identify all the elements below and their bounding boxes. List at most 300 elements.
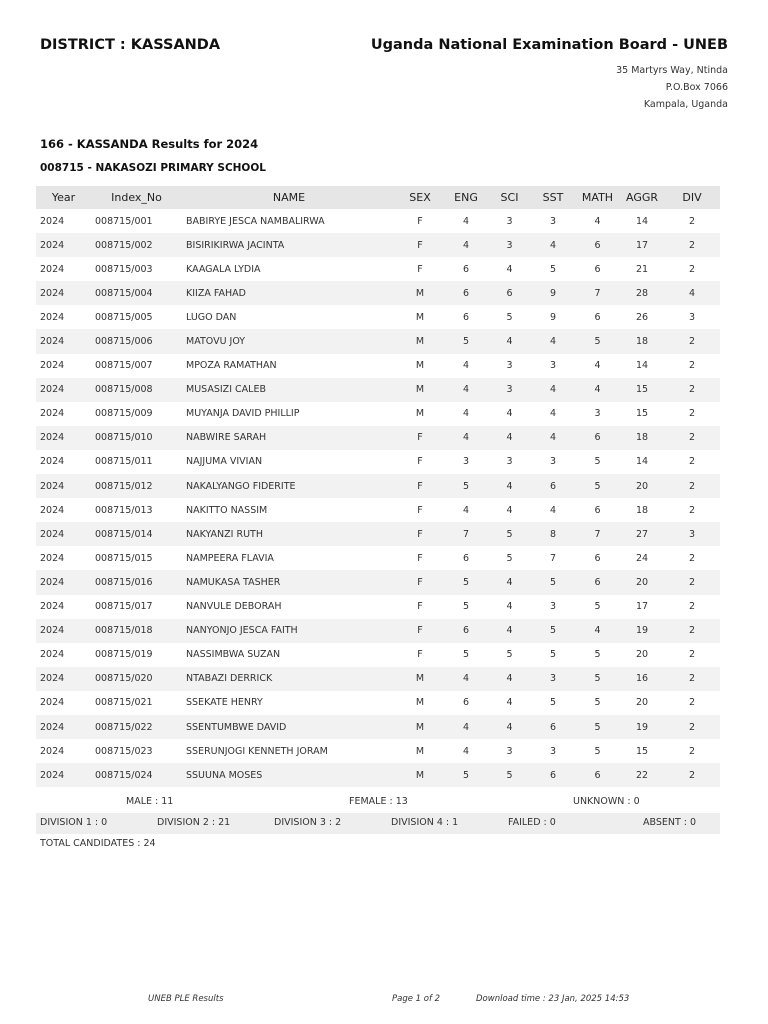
cell-year: 2024 bbox=[36, 763, 91, 787]
cell-sst: 5 bbox=[549, 697, 557, 709]
cell-name: NAKYANZI RUTH bbox=[182, 522, 396, 546]
cell-aggr: 15 bbox=[620, 378, 664, 402]
cell-math: 6 bbox=[594, 504, 601, 516]
cell-sci: 5 bbox=[488, 763, 531, 787]
column-header-sst: SST bbox=[531, 186, 575, 209]
cell-year: 2024 bbox=[36, 281, 91, 305]
cell-eng: 4 bbox=[462, 504, 470, 516]
cell-sci: 3 bbox=[506, 215, 513, 227]
cell-math: 6 bbox=[594, 552, 601, 564]
cell-sex: M bbox=[396, 715, 444, 739]
cell-sex: F bbox=[396, 522, 444, 546]
column-header-sci: SCI bbox=[488, 186, 531, 209]
cell-name: SSENTUMBWE DAVID bbox=[182, 715, 396, 739]
cell-name: NABWIRE SARAH bbox=[182, 426, 396, 450]
table-row bbox=[36, 739, 720, 763]
female-count: FEMALE : 13 bbox=[349, 796, 408, 807]
cell-div: 2 bbox=[688, 504, 696, 516]
cell-aggr: 19 bbox=[620, 619, 664, 643]
cell-name: MUSASIZI CALEB bbox=[182, 378, 396, 402]
cell-math: 5 bbox=[575, 667, 620, 691]
cell-eng: 4 bbox=[444, 233, 488, 257]
cell-div: 3 bbox=[664, 522, 720, 546]
cell-eng: 3 bbox=[462, 456, 470, 468]
table-row bbox=[36, 595, 720, 619]
cell-name: SSERUNJOGI KENNETH JORAM bbox=[186, 745, 328, 757]
cell-sst: 9 bbox=[531, 281, 575, 305]
cell-sci: 5 bbox=[506, 552, 513, 564]
cell-div: 2 bbox=[664, 329, 720, 353]
cell-index: 008715/002 bbox=[91, 233, 182, 257]
cell-sci: 4 bbox=[506, 504, 513, 516]
address-line-city: Kampala, Uganda bbox=[643, 99, 728, 110]
cell-aggr: 17 bbox=[635, 601, 649, 613]
cell-eng: 4 bbox=[444, 378, 488, 402]
cell-eng: 6 bbox=[462, 697, 470, 709]
page-number: Page 1 of 2 bbox=[392, 994, 441, 1004]
board-title: Uganda National Examination Board - UNEB bbox=[370, 37, 728, 53]
cell-sci: 4 bbox=[488, 426, 531, 450]
cell-div: 2 bbox=[688, 215, 696, 227]
cell-aggr: 24 bbox=[635, 552, 649, 564]
cell-aggr: 20 bbox=[635, 649, 649, 661]
table-row bbox=[36, 474, 720, 498]
cell-eng: 5 bbox=[444, 474, 488, 498]
cell-div: 2 bbox=[664, 570, 720, 594]
cell-sst: 3 bbox=[531, 667, 575, 691]
cell-aggr: 18 bbox=[620, 426, 664, 450]
division-3-count: DIVISION 3 : 2 bbox=[274, 817, 342, 828]
cell-eng: 4 bbox=[462, 215, 470, 227]
cell-year: 2024 bbox=[40, 215, 65, 227]
cell-sci: 5 bbox=[506, 649, 513, 661]
cell-aggr: 28 bbox=[620, 281, 664, 305]
cell-aggr: 21 bbox=[635, 263, 649, 275]
cell-sst: 3 bbox=[549, 601, 557, 613]
cell-sst: 3 bbox=[549, 456, 557, 468]
cell-sex: F bbox=[396, 233, 444, 257]
cell-sci: 4 bbox=[506, 601, 513, 613]
cell-sex: M bbox=[396, 281, 444, 305]
column-header-name: NAME bbox=[182, 186, 396, 209]
gender-summary bbox=[36, 791, 720, 813]
cell-aggr: 26 bbox=[635, 311, 649, 323]
cell-year: 2024 bbox=[40, 504, 65, 516]
cell-eng: 6 bbox=[444, 619, 488, 643]
table-row bbox=[36, 763, 720, 787]
column-header-math: MATH bbox=[575, 186, 620, 209]
absent-count: ABSENT : 0 bbox=[643, 817, 697, 828]
cell-index: 008715/008 bbox=[91, 378, 182, 402]
cell-sst: 5 bbox=[549, 649, 557, 661]
cell-name: SSEKATE HENRY bbox=[186, 697, 263, 709]
cell-sst: 6 bbox=[531, 763, 575, 787]
table-row bbox=[36, 402, 720, 426]
cell-aggr: 20 bbox=[635, 697, 649, 709]
cell-index: 008715/011 bbox=[95, 456, 153, 468]
cell-aggr: 20 bbox=[620, 474, 664, 498]
cell-sci: 4 bbox=[488, 619, 531, 643]
cell-name: LUGO DAN bbox=[186, 311, 237, 323]
column-header-sex: SEX bbox=[396, 186, 444, 209]
cell-year: 2024 bbox=[36, 619, 91, 643]
cell-aggr: 15 bbox=[635, 745, 649, 757]
cell-sst: 9 bbox=[549, 311, 557, 323]
cell-name: NAJJUMA VIVIAN bbox=[186, 456, 263, 468]
cell-math: 6 bbox=[594, 263, 601, 275]
cell-sst: 4 bbox=[531, 329, 575, 353]
division-4-count: DIVISION 4 : 1 bbox=[391, 817, 459, 828]
cell-sci: 4 bbox=[488, 570, 531, 594]
cell-sex: F bbox=[396, 474, 444, 498]
cell-aggr: 27 bbox=[620, 522, 664, 546]
cell-math: 6 bbox=[575, 570, 620, 594]
address-line-street: 35 Martyrs Way, Ntinda bbox=[616, 65, 728, 76]
cell-index: 008715/005 bbox=[95, 311, 153, 323]
cell-index: 008715/012 bbox=[91, 474, 182, 498]
cell-div: 2 bbox=[688, 697, 696, 709]
cell-index: 008715/017 bbox=[95, 601, 153, 613]
cell-year: 2024 bbox=[40, 360, 65, 372]
cell-index: 008715/024 bbox=[91, 763, 182, 787]
cell-eng: 4 bbox=[462, 360, 470, 372]
cell-name: NAMUKASA TASHER bbox=[182, 570, 396, 594]
cell-year: 2024 bbox=[40, 408, 65, 420]
cell-name: NAMPEERA FLAVIA bbox=[186, 552, 274, 564]
table-row bbox=[36, 329, 720, 353]
cell-index: 008715/019 bbox=[95, 649, 153, 661]
cell-div: 2 bbox=[688, 456, 696, 468]
cell-eng: 5 bbox=[462, 601, 470, 613]
cell-sst: 4 bbox=[549, 504, 557, 516]
table-row bbox=[36, 426, 720, 450]
cell-sst: 4 bbox=[531, 426, 575, 450]
cell-div: 2 bbox=[688, 408, 696, 420]
address-line-pobox: P.O.Box 7066 bbox=[665, 82, 728, 93]
cell-math: 7 bbox=[575, 281, 620, 305]
cell-sex: F bbox=[396, 619, 444, 643]
cell-eng: 4 bbox=[462, 408, 470, 420]
cell-div: 2 bbox=[664, 667, 720, 691]
cell-sex: F bbox=[417, 649, 423, 661]
cell-year: 2024 bbox=[36, 474, 91, 498]
cell-div: 2 bbox=[664, 715, 720, 739]
cell-sci: 3 bbox=[506, 360, 513, 372]
cell-sci: 4 bbox=[506, 408, 513, 420]
cell-aggr: 17 bbox=[620, 233, 664, 257]
cell-math: 6 bbox=[575, 763, 620, 787]
cell-eng: 5 bbox=[444, 570, 488, 594]
cell-math: 4 bbox=[575, 378, 620, 402]
cell-sex: F bbox=[417, 601, 423, 613]
cell-year: 2024 bbox=[36, 570, 91, 594]
cell-sci: 4 bbox=[488, 329, 531, 353]
cell-year: 2024 bbox=[40, 697, 65, 709]
cell-name: MPOZA RAMATHAN bbox=[186, 360, 277, 372]
unknown-count: UNKNOWN : 0 bbox=[573, 796, 640, 807]
download-time: Download time : 23 Jan, 2025 14:53 bbox=[476, 994, 630, 1004]
cell-year: 2024 bbox=[36, 715, 91, 739]
cell-sex: M bbox=[415, 408, 425, 420]
cell-aggr: 14 bbox=[635, 456, 649, 468]
cell-math: 6 bbox=[575, 426, 620, 450]
table-row bbox=[36, 378, 720, 402]
cell-name: BISIRIKIRWA JACINTA bbox=[182, 233, 396, 257]
cell-year: 2024 bbox=[36, 329, 91, 353]
cell-index: 008715/015 bbox=[95, 552, 153, 564]
cell-div: 2 bbox=[688, 601, 696, 613]
cell-math: 4 bbox=[594, 215, 601, 227]
cell-year: 2024 bbox=[36, 378, 91, 402]
cell-aggr: 18 bbox=[620, 329, 664, 353]
cell-sci: 4 bbox=[506, 697, 513, 709]
cell-aggr: 15 bbox=[635, 408, 649, 420]
cell-name: KAAGALA LYDIA bbox=[186, 263, 261, 275]
footer-label: UNEB PLE Results bbox=[148, 994, 224, 1004]
cell-index: 008715/013 bbox=[95, 504, 153, 516]
failed-count: FAILED : 0 bbox=[508, 817, 556, 828]
column-header-div: DIV bbox=[664, 186, 720, 209]
cell-sci: 5 bbox=[488, 522, 531, 546]
cell-math: 5 bbox=[594, 649, 601, 661]
cell-year: 2024 bbox=[36, 667, 91, 691]
cell-index: 008715/010 bbox=[91, 426, 182, 450]
cell-sst: 5 bbox=[549, 263, 557, 275]
cell-sst: 8 bbox=[531, 522, 575, 546]
table-row bbox=[36, 546, 720, 570]
cell-sci: 3 bbox=[488, 233, 531, 257]
cell-year: 2024 bbox=[36, 522, 91, 546]
cell-div: 2 bbox=[688, 552, 696, 564]
cell-index: 008715/018 bbox=[91, 619, 182, 643]
cell-eng: 4 bbox=[462, 745, 470, 757]
cell-sex: M bbox=[396, 378, 444, 402]
cell-index: 008715/004 bbox=[91, 281, 182, 305]
cell-sex: F bbox=[417, 456, 423, 468]
cell-sex: M bbox=[415, 360, 425, 372]
cell-name: NAKALYANGO FIDERITE bbox=[182, 474, 396, 498]
cell-year: 2024 bbox=[40, 552, 65, 564]
cell-sci: 5 bbox=[506, 311, 513, 323]
cell-div: 2 bbox=[688, 263, 696, 275]
cell-aggr: 19 bbox=[620, 715, 664, 739]
cell-sst: 3 bbox=[549, 745, 557, 757]
cell-name: KIIZA FAHAD bbox=[182, 281, 396, 305]
cell-sst: 5 bbox=[531, 570, 575, 594]
cell-eng: 6 bbox=[462, 263, 470, 275]
cell-sst: 3 bbox=[549, 360, 557, 372]
cell-math: 6 bbox=[575, 233, 620, 257]
cell-div: 2 bbox=[664, 233, 720, 257]
cell-sex: F bbox=[417, 263, 423, 275]
cell-index: 008715/006 bbox=[91, 329, 182, 353]
cell-sci: 3 bbox=[488, 378, 531, 402]
cell-div: 2 bbox=[688, 745, 696, 757]
column-header-aggr: AGGR bbox=[620, 186, 664, 209]
table-row bbox=[36, 667, 720, 691]
cell-sex: F bbox=[396, 570, 444, 594]
cell-year: 2024 bbox=[40, 649, 65, 661]
cell-math: 4 bbox=[594, 360, 601, 372]
cell-name: NAKITTO NASSIM bbox=[186, 504, 268, 516]
table-row bbox=[36, 305, 720, 329]
cell-index: 008715/003 bbox=[95, 263, 153, 275]
cell-index: 008715/022 bbox=[91, 715, 182, 739]
table-row bbox=[36, 570, 720, 594]
table-row bbox=[36, 619, 720, 643]
cell-aggr: 14 bbox=[635, 215, 649, 227]
cell-div: 2 bbox=[664, 426, 720, 450]
cell-year: 2024 bbox=[40, 456, 65, 468]
cell-sex: M bbox=[396, 667, 444, 691]
cell-name: BABIRYE JESCA NAMBALIRWA bbox=[186, 215, 325, 227]
cell-sex: M bbox=[396, 329, 444, 353]
cell-eng: 4 bbox=[444, 426, 488, 450]
cell-sex: F bbox=[396, 426, 444, 450]
cell-sci: 3 bbox=[506, 745, 513, 757]
cell-eng: 6 bbox=[462, 552, 470, 564]
cell-math: 5 bbox=[575, 474, 620, 498]
cell-index: 008715/023 bbox=[95, 745, 153, 757]
cell-sst: 4 bbox=[549, 408, 557, 420]
cell-eng: 6 bbox=[444, 281, 488, 305]
cell-eng: 7 bbox=[444, 522, 488, 546]
cell-year: 2024 bbox=[36, 426, 91, 450]
cell-sst: 7 bbox=[549, 552, 557, 564]
cell-aggr: 16 bbox=[620, 667, 664, 691]
cell-sst: 4 bbox=[531, 378, 575, 402]
cell-name: NANVULE DEBORAH bbox=[186, 601, 282, 613]
table-body bbox=[36, 209, 720, 787]
cell-year: 2024 bbox=[40, 601, 65, 613]
cell-eng: 5 bbox=[444, 763, 488, 787]
cell-aggr: 14 bbox=[635, 360, 649, 372]
cell-index: 008715/007 bbox=[95, 360, 153, 372]
cell-sst: 6 bbox=[531, 715, 575, 739]
cell-aggr: 22 bbox=[620, 763, 664, 787]
table-row bbox=[36, 209, 720, 233]
cell-sex: F bbox=[417, 504, 423, 516]
cell-math: 5 bbox=[594, 697, 601, 709]
district-title: DISTRICT : KASSANDA bbox=[40, 37, 221, 53]
cell-eng: 6 bbox=[462, 311, 470, 323]
cell-name: SSUUNA MOSES bbox=[182, 763, 396, 787]
cell-math: 7 bbox=[575, 522, 620, 546]
table-row bbox=[36, 643, 720, 667]
cell-sci: 3 bbox=[506, 456, 513, 468]
table-row bbox=[36, 715, 720, 739]
results-title: 166 - KASSANDA Results for 2024 bbox=[40, 137, 259, 151]
cell-sci: 4 bbox=[488, 667, 531, 691]
cell-name: MUYANJA DAVID PHILLIP bbox=[186, 408, 300, 420]
column-header-index: Index_No bbox=[91, 186, 182, 209]
cell-name: NANYONJO JESCA FAITH bbox=[182, 619, 396, 643]
cell-div: 4 bbox=[664, 281, 720, 305]
cell-eng: 4 bbox=[444, 667, 488, 691]
cell-math: 5 bbox=[575, 329, 620, 353]
cell-div: 2 bbox=[688, 649, 696, 661]
table-row bbox=[36, 450, 720, 474]
cell-math: 5 bbox=[594, 456, 601, 468]
cell-div: 2 bbox=[664, 474, 720, 498]
cell-sci: 4 bbox=[488, 474, 531, 498]
table-row bbox=[36, 498, 720, 522]
cell-math: 5 bbox=[575, 715, 620, 739]
cell-sex: M bbox=[415, 311, 425, 323]
cell-aggr: 20 bbox=[620, 570, 664, 594]
cell-year: 2024 bbox=[40, 263, 65, 275]
table-row bbox=[36, 257, 720, 281]
cell-sex: F bbox=[417, 215, 423, 227]
column-header-eng: ENG bbox=[444, 186, 488, 209]
table-row bbox=[36, 281, 720, 305]
cell-sst: 4 bbox=[531, 233, 575, 257]
cell-sst: 5 bbox=[531, 619, 575, 643]
table-row bbox=[36, 691, 720, 715]
results-table bbox=[36, 186, 720, 787]
board-address bbox=[616, 62, 728, 113]
cell-name: NASSIMBWA SUZAN bbox=[186, 649, 281, 661]
cell-sex: M bbox=[415, 745, 425, 757]
table-row bbox=[36, 354, 720, 378]
cell-div: 2 bbox=[664, 378, 720, 402]
table-header-row bbox=[36, 186, 720, 209]
cell-eng: 4 bbox=[444, 715, 488, 739]
division-2-count: DIVISION 2 : 21 bbox=[157, 817, 231, 828]
cell-sci: 4 bbox=[488, 715, 531, 739]
cell-sex: M bbox=[396, 763, 444, 787]
male-count: MALE : 11 bbox=[126, 796, 174, 807]
cell-div: 3 bbox=[688, 311, 696, 323]
cell-name: NTABAZI DERRICK bbox=[182, 667, 396, 691]
cell-div: 2 bbox=[664, 763, 720, 787]
total-candidates: TOTAL CANDIDATES : 24 bbox=[40, 838, 156, 849]
division-1-count: DIVISION 1 : 0 bbox=[40, 817, 108, 828]
cell-sst: 3 bbox=[549, 215, 557, 227]
school-title: 008715 - NAKASOZI PRIMARY SCHOOL bbox=[40, 162, 266, 174]
cell-sst: 6 bbox=[531, 474, 575, 498]
cell-year: 2024 bbox=[36, 233, 91, 257]
cell-year: 2024 bbox=[40, 745, 65, 757]
cell-index: 008715/001 bbox=[95, 215, 153, 227]
cell-math: 4 bbox=[575, 619, 620, 643]
cell-index: 008715/020 bbox=[91, 667, 182, 691]
table-row bbox=[36, 522, 720, 546]
cell-math: 3 bbox=[594, 408, 601, 420]
table-row bbox=[36, 233, 720, 257]
column-header-year: Year bbox=[36, 186, 91, 209]
cell-sci: 4 bbox=[506, 263, 513, 275]
cell-sex: F bbox=[417, 552, 423, 564]
cell-sci: 6 bbox=[488, 281, 531, 305]
cell-sex: M bbox=[415, 697, 425, 709]
cell-year: 2024 bbox=[40, 311, 65, 323]
cell-index: 008715/014 bbox=[91, 522, 182, 546]
cell-index: 008715/016 bbox=[91, 570, 182, 594]
cell-index: 008715/021 bbox=[95, 697, 153, 709]
cell-math: 6 bbox=[594, 311, 601, 323]
cell-math: 5 bbox=[594, 745, 601, 757]
cell-div: 2 bbox=[664, 619, 720, 643]
cell-math: 5 bbox=[594, 601, 601, 613]
division-summary bbox=[36, 813, 720, 834]
cell-aggr: 18 bbox=[635, 504, 649, 516]
cell-eng: 5 bbox=[444, 329, 488, 353]
cell-name: MATOVU JOY bbox=[182, 329, 396, 353]
cell-eng: 5 bbox=[462, 649, 470, 661]
cell-index: 008715/009 bbox=[95, 408, 153, 420]
cell-div: 2 bbox=[688, 360, 696, 372]
